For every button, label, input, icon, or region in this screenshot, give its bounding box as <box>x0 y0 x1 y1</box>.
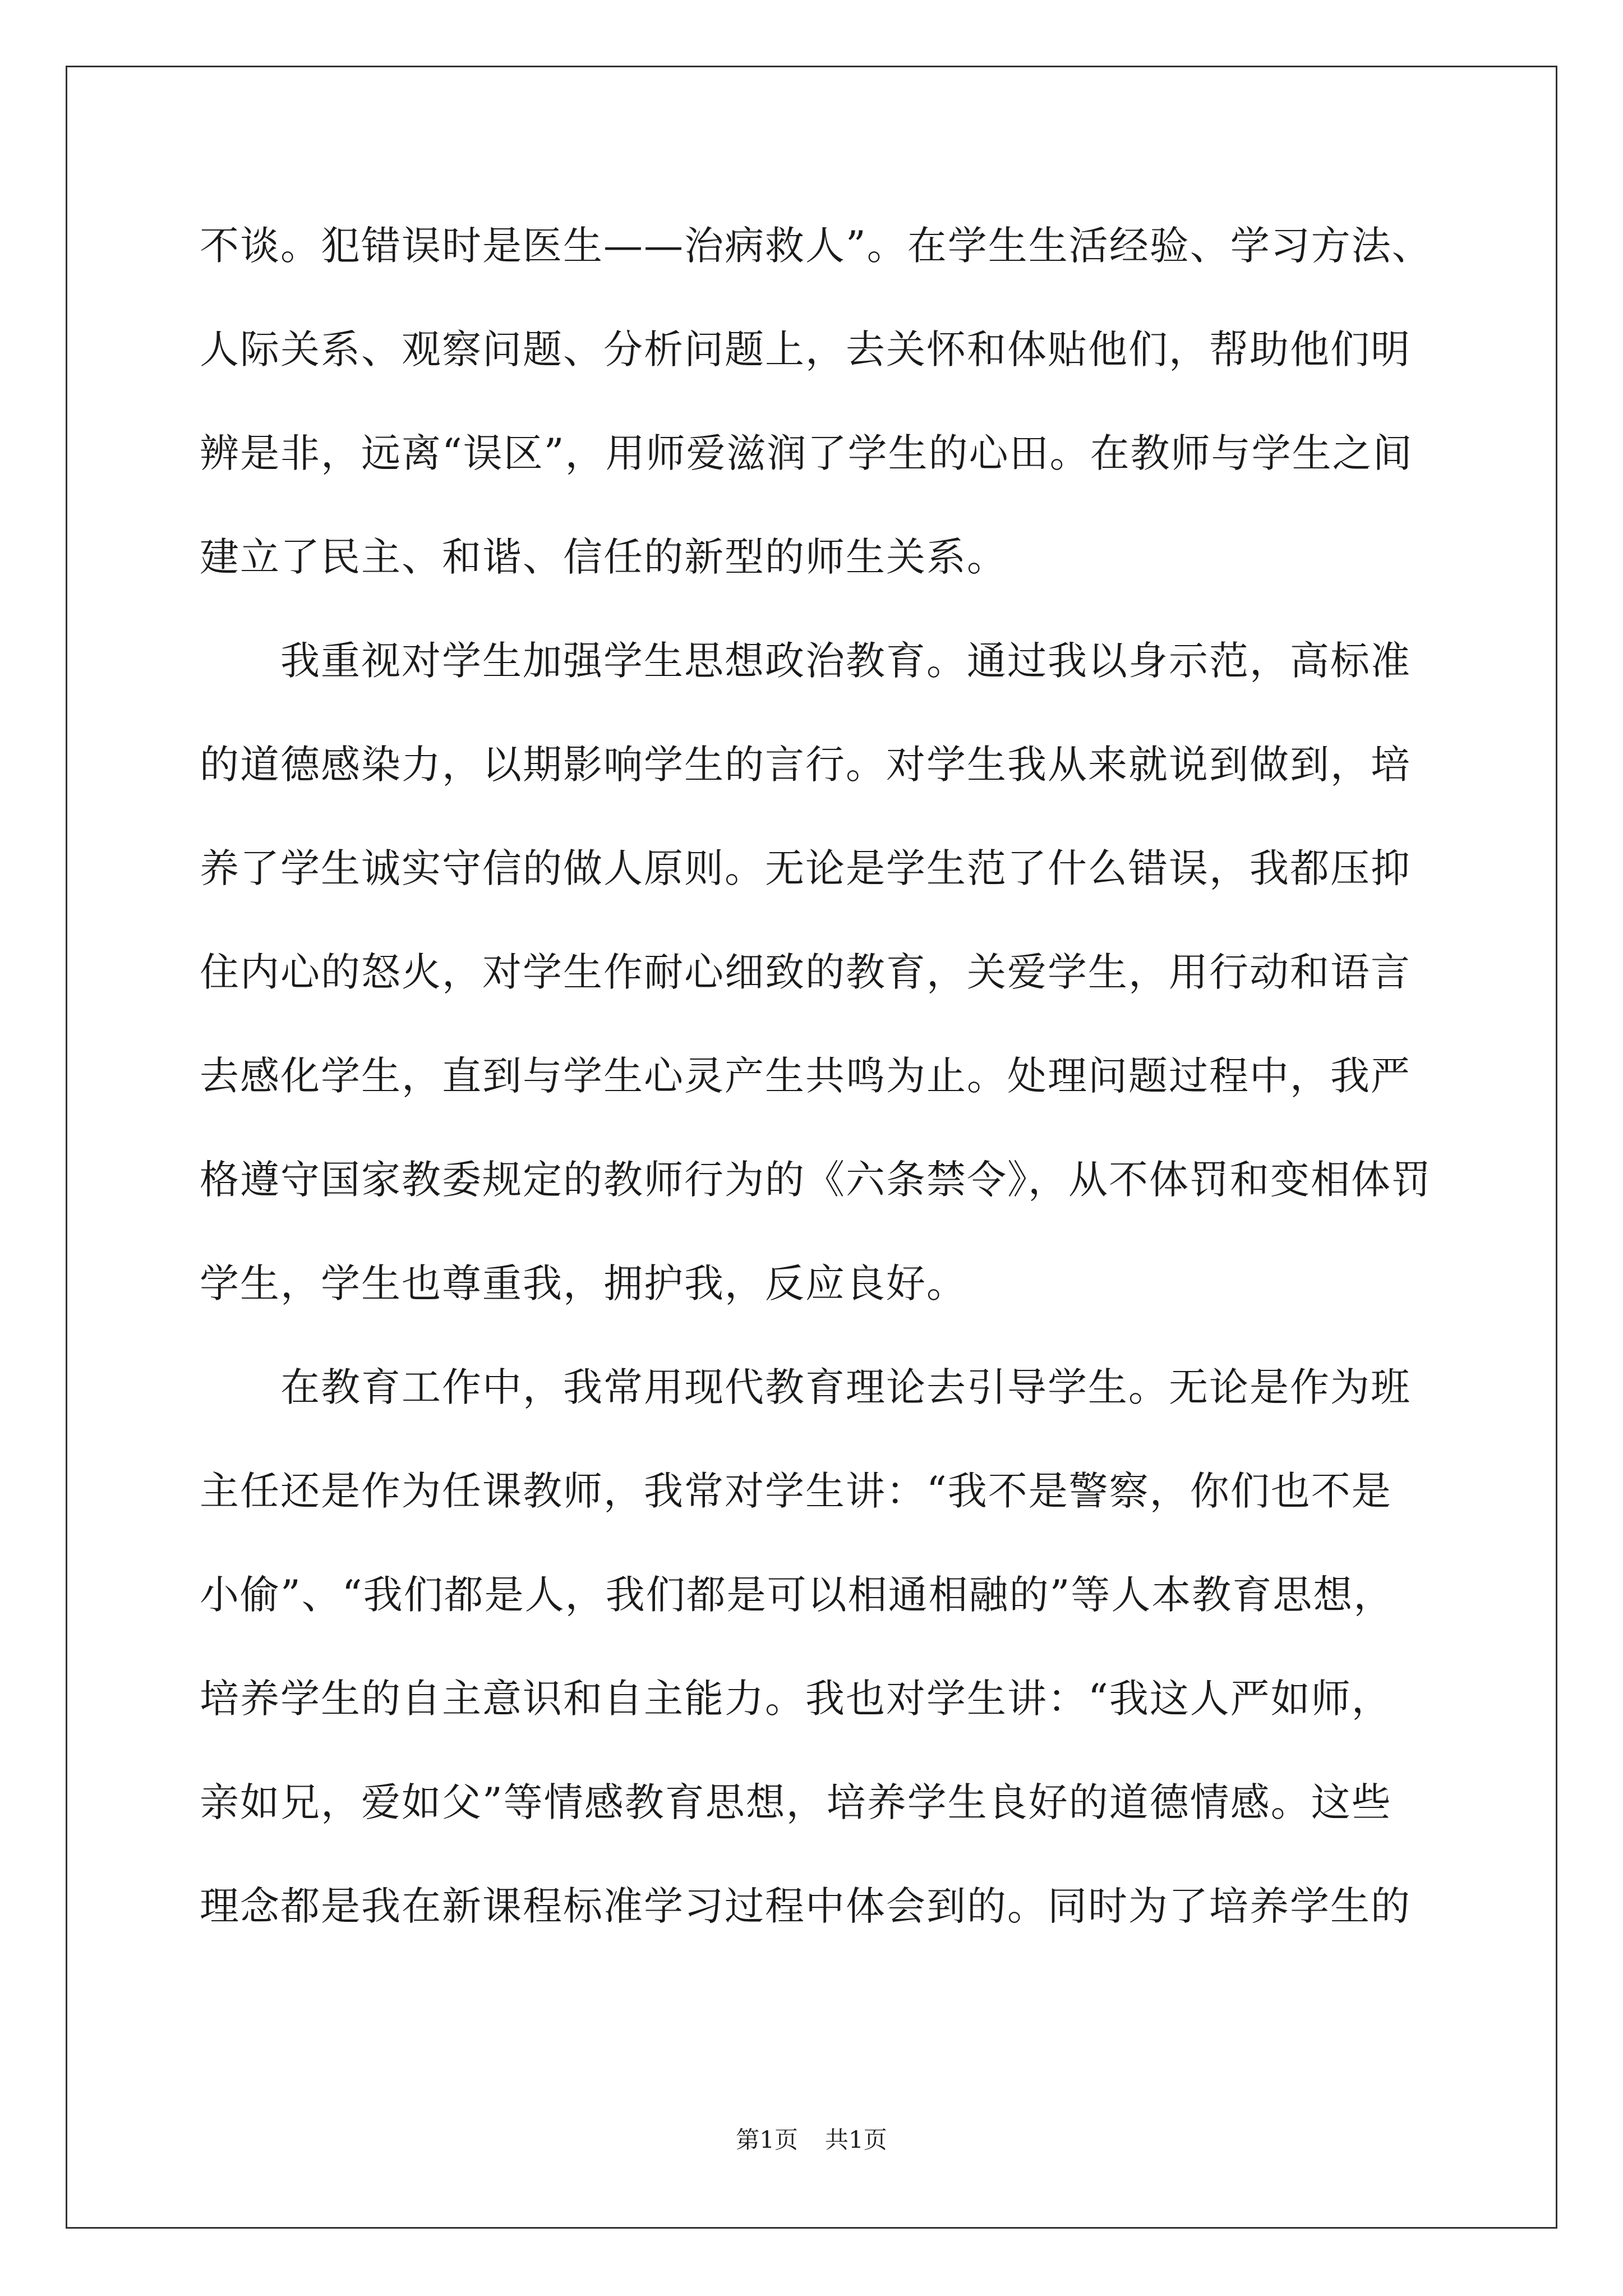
text-line: 主任还是作为任课教师，我常对学生讲：“我不是警察，你们也不是 <box>200 1468 1392 1514</box>
text-line: 人际关系、观察问题、分析问题上，去关怀和体贴他们，帮助他们明 <box>200 326 1411 372</box>
text-line: 辨是非，远离“误区”，用师爱滋润了学生的心田。在教师与学生之间 <box>200 430 1413 476</box>
text-line: 建立了民主、和谐、信任的新型的师生关系。 <box>200 534 1007 580</box>
text-line: 养了学生诚实守信的做人原则。无论是学生范了什么错误，我都压抑 <box>200 845 1411 891</box>
text-line: 在教育工作中，我常用现代教育理论去引导学生。无论是作为班 <box>200 1364 1411 1410</box>
text-line: 去感化学生，直到与学生心灵产生共鸣为止。处理问题过程中，我严 <box>200 1053 1411 1099</box>
text-line: 学生，学生也尊重我，拥护我，反应良好。 <box>200 1260 967 1306</box>
text-line: 我重视对学生加强学生思想政治教育。通过我以身示范，高标准 <box>200 638 1411 684</box>
text-line: 的道德感染力，以期影响学生的言行。对学生我从来就说到做到，培 <box>200 742 1411 788</box>
text-line: 格遵守国家教委规定的教师行为的《六条禁令》，从不体罚和变相体罚 <box>200 1157 1432 1203</box>
page-footer <box>0 2126 1623 2154</box>
page-number-total: 共1页 <box>825 2126 887 2154</box>
text-line: 亲如兄，爱如父”等情感教育思想，培养学生良好的道德情感。这些 <box>200 1779 1392 1825</box>
page-number-current: 第1页 <box>736 2126 798 2154</box>
text-line: 培养学生的自主意识和自主能力。我也对学生讲：“我这人严如师， <box>200 1676 1392 1722</box>
text-line: 小偷”、“我们都是人，我们都是可以相通相融的”等人本教育思想， <box>200 1572 1394 1618</box>
text-line: 住内心的怒火，对学生作耐心细致的教育，关爱学生，用行动和语言 <box>200 949 1411 995</box>
text-line: 理念都是我在新课程标准学习过程中体会到的。同时为了培养学生的 <box>200 1883 1411 1929</box>
text-line: 不谈。犯错误时是医生——治病救人”。在学生生活经验、学习方法、 <box>200 223 1432 269</box>
